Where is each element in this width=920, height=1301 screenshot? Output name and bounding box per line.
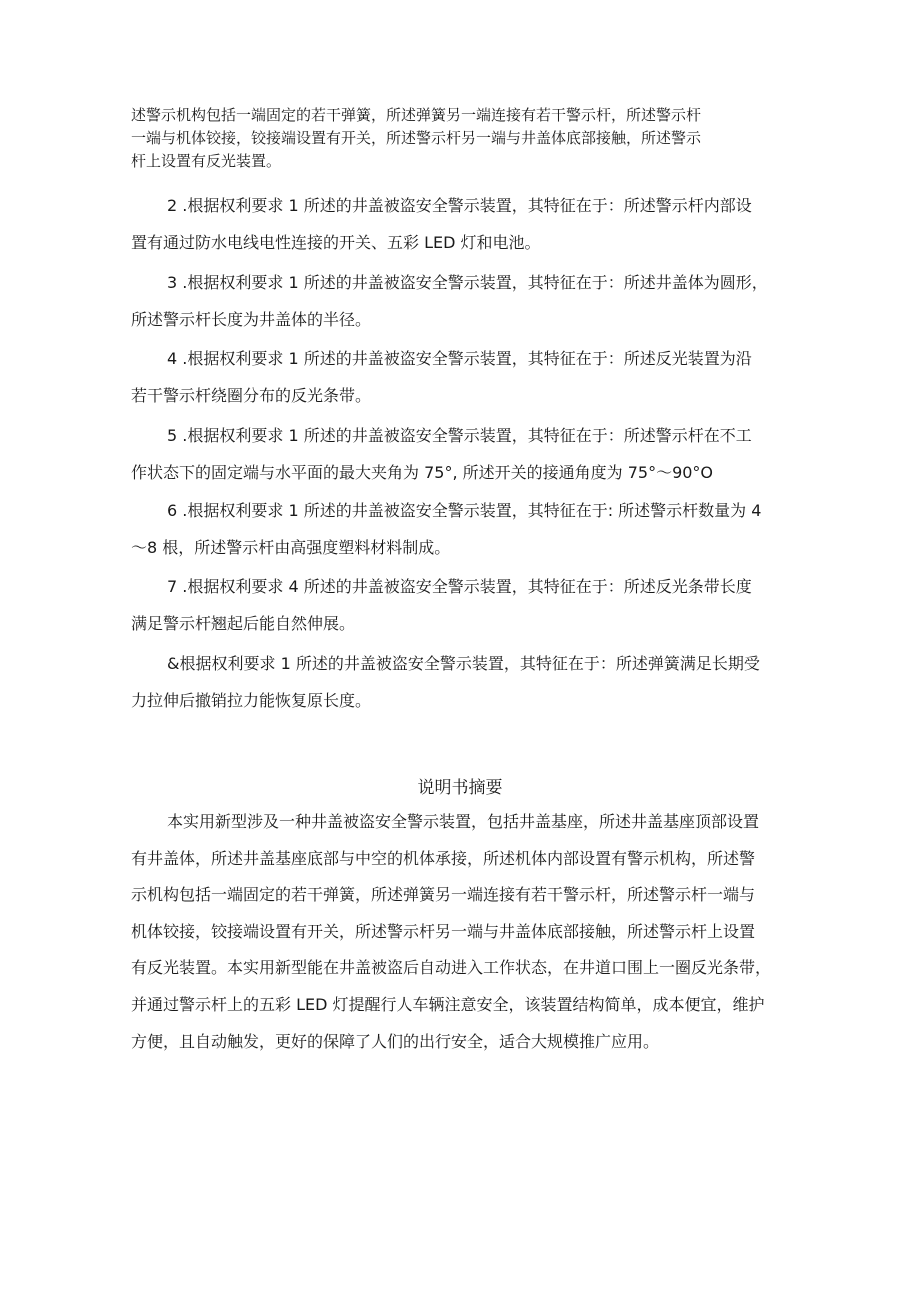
claim-3 — [131, 264, 768, 338]
claim-second-line: 所述警示杆长度为井盖体的半径。 — [131, 310, 372, 329]
abstract-line: 有反光装置。本实用新型能在井盖被盗后自动进入工作状态，在井道口围上一圈反光条带， — [131, 958, 772, 978]
claim-5 — [131, 417, 752, 491]
claim-1-continuation — [131, 104, 701, 173]
abstract-line: 方便，且自动触发，更好的保障了人们的出行安全，适合大规模推广应用。 — [131, 1031, 660, 1051]
text-line: 一端与机体铰接，铰接端设置有开关，所述警示杆另一端与井盖体底部接触，所述警示 — [131, 129, 702, 147]
claim-first-line: &根据权利要求 1 所述的井盖被盗安全警示装置，其特征在于：所述弹簧满足长期受 — [167, 654, 760, 673]
claim-first-line: 5 .根据权利要求 1 所述的井盖被盗安全警示装置，其特征在于：所述警示杆在不工 — [167, 426, 752, 445]
abstract-line: 机体铰接，铰接端设置有开关，所述警示杆另一端与井盖体底部接触，所述警示杆上设置 — [131, 921, 756, 941]
claim-second-line: 置有通过防水电线电性连接的开关、五彩 LED 灯和电池。 — [131, 233, 541, 252]
abstract-line: 本实用新型涉及一种井盖被盗安全警示装置，包括井盖基座，所述井盖基座顶部设置 — [167, 812, 760, 831]
claim-first-line: 7 .根据权利要求 4 所述的井盖被盗安全警示装置，其特征在于：所述反光条带长度 — [167, 577, 752, 596]
claim-second-line: 作状态下的固定端与水平面的最大夹角为 75°, 所述开关的接通角度为 75°～90°O — [131, 463, 714, 482]
claim-8 — [131, 645, 760, 719]
text-line: 杆上设置有反光装置。 — [131, 152, 282, 170]
abstract-line: 并通过警示杆上的五彩 LED 灯提醒行人车辆注意安全，该装置结构简单，成本便宜，维护 — [131, 994, 765, 1014]
claim-first-line: 4 .根据权利要求 1 所述的井盖被盗安全警示装置，其特征在于：所述反光装置为沿 — [167, 349, 752, 368]
claim-7 — [131, 568, 752, 642]
claim-second-line: 若干警示杆绕圈分布的反光条带。 — [131, 386, 372, 405]
claim-first-line: 2 .根据权利要求 1 所述的井盖被盗安全警示装置，其特征在于：所述警示杆内部设 — [167, 196, 752, 215]
abstract-line: 有井盖体，所述井盖基座底部与中空的机体承接，所述机体内部设置有警示机构，所述警 — [131, 848, 756, 868]
claim-first-line: 6 .根据权利要求 1 所述的井盖被盗安全警示装置，其特征在于: 所述警示杆数量为 4 — [167, 501, 762, 520]
abstract-line: 示机构包括一端固定的若干弹簧，所述弹簧另一端连接有若干警示杆，所述警示杆一端与 — [131, 885, 756, 905]
abstract-title: 说明书摘要 — [417, 778, 503, 798]
claim-second-line: 力拉伸后撤销拉力能恢复原长度。 — [131, 691, 372, 710]
claim-first-line: 3 .根据权利要求 1 所述的井盖被盗安全警示装置，其特征在于：所述井盖体为圆形， — [167, 273, 768, 292]
text-line: 述警示机构包括一端固定的若干弹簧，所述弹簧另一端连接有若干警示杆，所述警示杆 — [131, 106, 702, 124]
claim-second-line: 满足警示杆翘起后能自然伸展。 — [131, 614, 356, 633]
abstract-body — [131, 804, 771, 1060]
claim-6 — [131, 492, 761, 566]
claim-4 — [131, 340, 752, 414]
claim-second-line: ～8 根，所述警示杆由高强度塑料材料制成。 — [131, 538, 451, 557]
claim-2 — [131, 187, 752, 261]
